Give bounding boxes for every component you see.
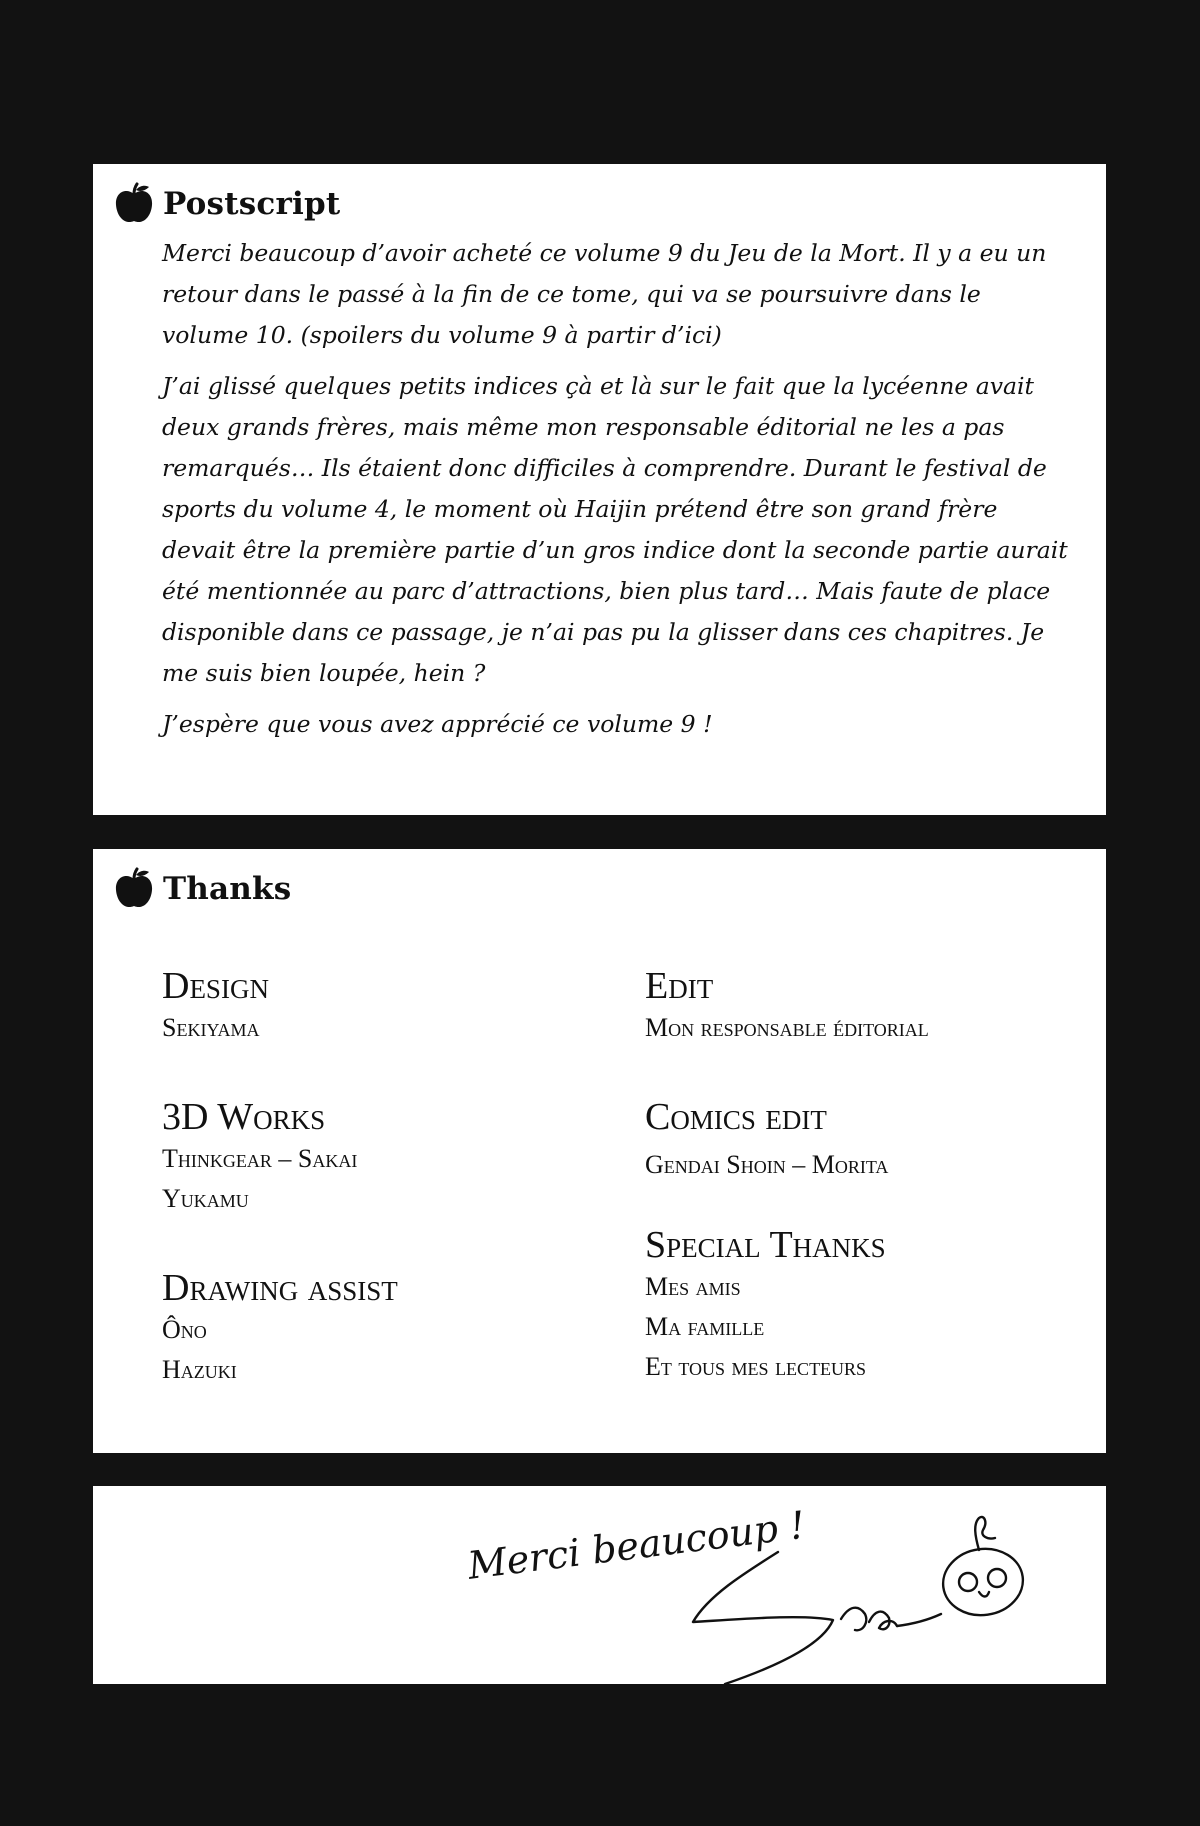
credit-edit — [645, 964, 1085, 1048]
credit-name: Sekiyama — [162, 1013, 260, 1042]
credit-name: Hazuki — [162, 1355, 237, 1384]
signature-message: Merci beaucoup ! — [465, 1502, 808, 1588]
credit-name: Mes amis — [645, 1272, 741, 1301]
postscript-heading — [113, 182, 340, 226]
credit-name: Thinkgear – Sakai — [162, 1144, 358, 1173]
credit-drawing-assist — [162, 1266, 602, 1390]
apple-icon — [113, 182, 155, 226]
credits-left-column — [162, 964, 602, 1437]
credit-design — [162, 964, 602, 1048]
autograph-signature-icon — [683, 1514, 1083, 1684]
credit-role: Design — [162, 965, 269, 1007]
credit-role: Edit — [645, 965, 714, 1007]
credits-right-column — [645, 964, 1085, 1434]
thanks-panel — [93, 849, 1106, 1453]
credit-name: Mon responsable éditorial — [645, 1013, 929, 1042]
credit-role: 3D Works — [162, 1096, 326, 1138]
signature-panel — [93, 1486, 1106, 1684]
thanks-title: Thanks — [163, 871, 292, 907]
credit-role: Drawing assist — [162, 1267, 398, 1309]
credit-name: Et tous mes lecteurs — [645, 1352, 867, 1381]
postscript-panel — [93, 164, 1106, 815]
credit-3d-works — [162, 1095, 602, 1219]
postscript-paragraph: J’espère que vous avez apprécié ce volume 9 ! — [162, 710, 713, 738]
postscript-body — [162, 233, 1072, 755]
credit-comics-edit — [645, 1095, 1085, 1185]
postscript-paragraph: J’ai glissé quelques petits indices çà et là sur le fait que la lycéenne avait deux grands frères, mais même mon responsable éditorial ne les a pas remarqués… Ils étaient donc difficiles à comprendre. Durant le festival de sports du volume 4, le moment où Haijin prétend être son grand frère devait être la première partie d’un gros indice dont la seconde partie aurait été mentionnée au parc d’attractions, bien plus tard… Mais faute de place disponible dans ce passage, je n’ai pas pu la glisser dans ces chapitres. Je me suis bien loupée, hein ? — [162, 372, 1068, 687]
credit-name: Ôno — [162, 1315, 207, 1344]
postscript-paragraph: Merci beaucoup d’avoir acheté ce volume 9 du Jeu de la Mort. Il y a eu un retour dans le passé à la fin de ce tome, qui va se poursuivre dans le volume 10. (spoilers du volume 9 à partir d’ici) — [162, 239, 1047, 349]
credit-name: Ma famille — [645, 1312, 765, 1341]
credit-role: Comics edit — [645, 1096, 827, 1138]
credit-special-thanks — [645, 1223, 1085, 1387]
postscript-title: Postscript — [163, 186, 341, 222]
credit-name: Yukamu — [162, 1184, 249, 1213]
apple-icon — [113, 867, 155, 911]
credit-role: Special Thanks — [645, 1224, 886, 1266]
thanks-heading — [113, 867, 291, 911]
credit-name: Gendai Shoin – Morita — [645, 1150, 889, 1179]
